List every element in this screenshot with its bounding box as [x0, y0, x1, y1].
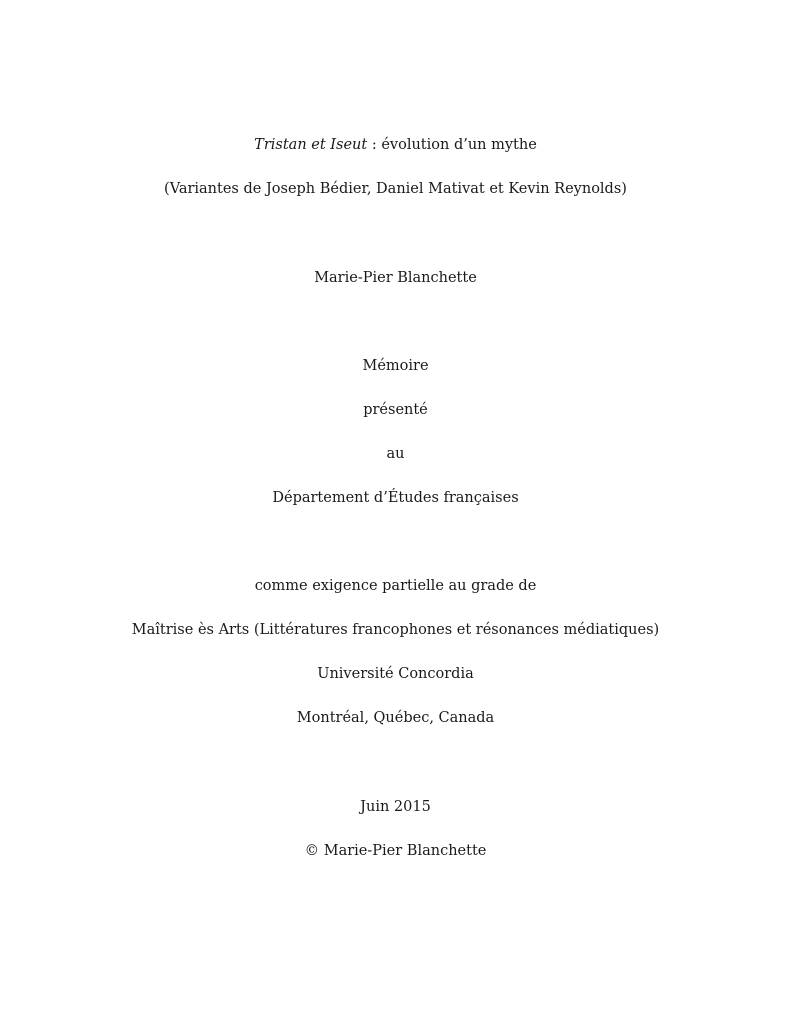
document-type: Mémoire — [362, 358, 429, 374]
thesis-title — [0, 135, 791, 155]
submission-date: Juin 2015 — [360, 799, 431, 815]
to-label: au — [386, 446, 405, 462]
department-name: Département d’Études françaises — [272, 490, 519, 506]
copyright-notice: © Marie-Pier Blanchette — [304, 843, 487, 859]
requirement-text: comme exigence partielle au grade de — [254, 578, 537, 594]
thesis-title-work: Tristan et Iseut — [254, 137, 368, 153]
thesis-subtitle: (Variantes de Joseph Bédier, Daniel Mativat et Kevin Reynolds) — [164, 181, 627, 197]
location-text: Montréal, Québec, Canada — [296, 710, 495, 726]
author-name: Marie-Pier Blanchette — [314, 270, 477, 286]
university-name: Université Concordia — [317, 666, 474, 682]
thesis-title-rest: : évolution d’un mythe — [367, 137, 537, 153]
presented-label: présenté — [363, 402, 428, 418]
degree-name: Maîtrise ès Arts (Littératures francophones et résonances médiatiques) — [131, 622, 660, 638]
